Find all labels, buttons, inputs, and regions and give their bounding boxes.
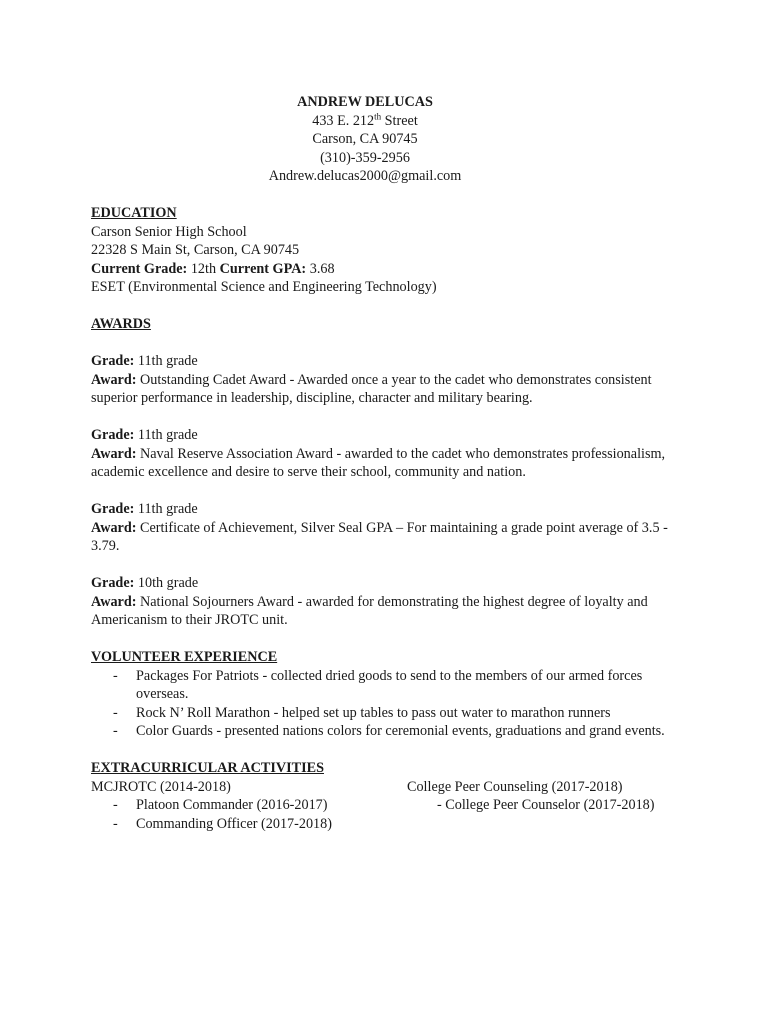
phone-number: (310)-359-2956 [320, 149, 410, 166]
school-name: Carson Senior High School [91, 223, 247, 240]
applicant-name: ANDREW DELUCAS [297, 94, 433, 110]
list-item: Platoon Commander (2016-2017) [136, 797, 328, 813]
list-item: - Color Guards - presented nations colors for ceremonial events, graduations and grand events. [113, 723, 665, 739]
awards-section [91, 315, 768, 630]
list-item: - Packages For Patriots - collected dried goods to send to the members of our armed forces overseas. [113, 667, 643, 702]
contact-header [91, 93, 639, 186]
list-item: - College Peer Counselor (2017-2018) [437, 797, 655, 813]
street-address: 433 E. 212th Street [312, 110, 418, 129]
program-name: ESET (Environmental Science and Engineering Technology) [91, 279, 437, 295]
extracurricular-section: EXTRACURRICULAR ACTIVITIES MCJROTC (2014-2018) College Peer Counseling (2017-2018) - Platoon Commander (2016-2017) - College Peer Counselor (2017-2018) - Commanding Officer (2017-2018) [91, 759, 768, 833]
education-section [91, 204, 768, 297]
education-heading: EDUCATION [91, 205, 177, 221]
email-address: Andrew.delucas2000@gmail.com [268, 168, 462, 184]
awards-heading: AWARDS [91, 316, 151, 332]
award-entry: Grade: 11th grade Award: Naval Reserve Association Award - awarded to the cadet who demonstrates professionalism, academic excellence and desire to serve their school, community and nation. [91, 427, 666, 480]
city-state-zip: Carson, CA 90745 [312, 131, 418, 147]
award-entry: Grade: 10th grade Award: National Sojourners Award - awarded for demonstrating the highest degree of loyalty and Americanism to their JROTC unit. [91, 575, 648, 628]
volunteer-heading: VOLUNTEER EXPERIENCE [91, 649, 278, 665]
grade-gpa-line: Current Grade: 12th Current GPA: 3.68 [91, 260, 335, 277]
extracurricular-heading: EXTRACURRICULAR ACTIVITIES [91, 760, 324, 776]
volunteer-list [91, 667, 768, 741]
list-item: - Rock N’ Roll Marathon - helped set up tables to pass out water to marathon runners [113, 704, 611, 721]
award-entry: Grade: 11th grade Award: Certificate of Achievement, Silver Seal GPA – For maintaining a grade point average of 3.5 - 3.79. [91, 501, 668, 554]
school-address: 22328 S Main St, Carson, CA 90745 [91, 242, 300, 258]
activity-heading-left: MCJROTC (2014-2018) [91, 778, 231, 795]
list-item: Commanding Officer (2017-2018) [136, 815, 332, 832]
award-entry: Grade: 11th grade Award: Outstanding Cadet Award - Awarded once a year to the cadet who demonstrates consistent superior performance in leadership, discipline, character and military bearing. [91, 353, 652, 406]
activity-heading-right: College Peer Counseling (2017-2018) [407, 778, 623, 795]
volunteer-section [91, 648, 768, 741]
